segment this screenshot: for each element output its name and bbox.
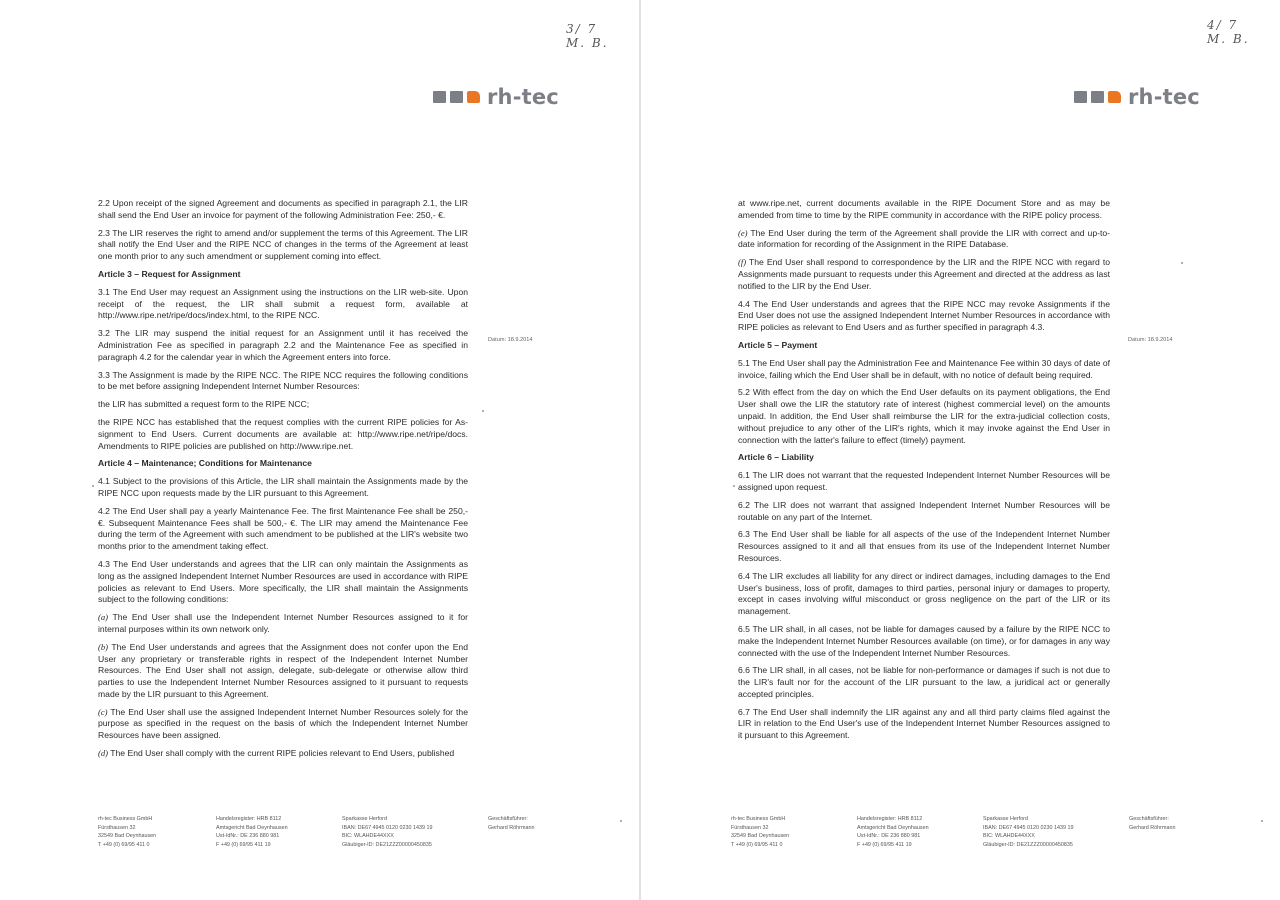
logo-square-icon: [1074, 91, 1087, 103]
scan-speck: [733, 485, 735, 487]
article-heading: Article 6 – Liability: [738, 452, 814, 463]
paragraph: 6.2 The LIR does not warrant that assigned Independent Internet Number Resources will be routable on any part of the Internet.: [738, 499, 1110, 522]
rh-tec-logo: [433, 86, 559, 108]
paragraph: 4.3 The End User understands and agrees that the LIR can only maintain the Assignments as long as the assigned Independent Internet Number Resources are used in accordance with RIPE policies as relevant to End Users. More specifically, the LIR shall maintain the Assignments subject to the following conditions:: [98, 558, 468, 605]
paragraph: 4.4 The End User understands and agrees that the RIPE NCC may revoke Assignments if the End User does not use the assigned Independent Internet Number Resources in accordance with RIPE policies as relevant to End Users and as further specified in paragraph 4.3.: [738, 298, 1110, 333]
paragraph: 6.1 The LIR does not warrant that the requested Independent Internet Number Resources will be assigned upon request.: [738, 470, 1110, 492]
paragraph: the RIPE NCC has established that the request complies with the current RIPE policies for As-signment to End Users. Current documents are available at: http://www.ripe.net/ripe/docs. Amendments to RIPE policies are published on http://www.ripe.net.: [98, 416, 468, 451]
paragraph: 4.1 Subject to the provisions of this Article, the LIR shall maintain the Assignments made by the RIPE NCC upon requests made by the LIR pursuant to this Agreement.: [98, 476, 468, 498]
paragraph: 4.2 The End User shall pay a yearly Maintenance Fee. The first Maintenance Fee shall be 250,- €. Subsequent Maintenance Fees shall be 500,- €. The LIR may amend the Maintenance Fee during the term of the Agreement with such amendment to be published at the LIR's website two months prior to the amendment taking effect.: [98, 505, 468, 552]
rh-tec-logo: [1074, 86, 1200, 108]
list-item: (f) The End User shall respond to correspondence by the LIR and the RIPE NCC with regard to Assignments made pursuant to requests under this Agreement and directed at the address as last notified to the LIR by the End User.: [738, 257, 1111, 291]
paragraph: 3.2 The LIR may suspend the initial request for an Assignment until it has received the Administration Fee as specified in paragraph 2.2 and the Maintenance Fee as specified in paragraph 4.2 for the calendar year in which the Agreement enters into force.: [98, 328, 468, 362]
paragraph: 2.2 Upon receipt of the signed Agreement and documents as specified in paragraph 2.1, the LIR shall send the End User an invoice for payment of the following Administration Fee: 250,- €.: [98, 198, 468, 220]
paragraph: 6.5 The LIR shall, in all cases, not be liable for damages caused by a failure by the RIPE NCC to make the Independent Internet Number Resources available (on time), or for damages in any way connected with the use of the Independent Internet Number Resources.: [738, 623, 1110, 658]
paragraph: 3.3 The Assignment is made by the RIPE NCC. The RIPE NCC requires the following conditions to be met before assigning Independent Internet Number Resources:: [98, 369, 468, 392]
scan-speck: [620, 820, 622, 822]
document-page-3: [0, 0, 639, 900]
logo-square-icon: [1091, 91, 1104, 103]
article-heading: Article 3 – Request for Assignment: [98, 268, 241, 279]
register-info: Handelsregister: HRB 8112 Amtsgericht Bad Oeynhausen Ust-IdNr.: DE 236 880 981 F +49 (0) 69/95 411 19: [216, 816, 288, 848]
list-item: (b) The End User understands and agrees that the Assignment does not confer upon the End User any proprietary or transferable rights in respect of the Independent Internet Number Resources. The End User shall not assign, delegate, sub-delegate or otherwise allow third parties to use the Independent Internet Number Resources assigned to it pursuant to requests made by the LIR pursuant to this Agreement.: [98, 641, 468, 699]
paragraph: the LIR has submitted a request form to the RIPE NCC;: [98, 399, 310, 410]
list-item: (c) The End User shall use the assigned Independent Internet Number Resources solely for the purpose as specified in the request on the basis of which the Independent Internet Number Resources have been assigned.: [98, 706, 468, 741]
paragraph: 5.1 The End User shall pay the Administration Fee and Maintenance Fee within 30 days of date of invoice, failing which the End User shall be in default, with no notice of default being required.: [738, 357, 1110, 380]
agreement-body: [98, 198, 468, 766]
scan-speck: [1181, 262, 1183, 264]
register-info: Handelsregister: HRB 8112 Amtsgericht Bad Oeynhausen Ust-IdNr.: DE 236 880 981 F +49 (0) 69/95 411 19: [857, 816, 929, 848]
logo-leaf-icon: [1108, 91, 1121, 103]
list-marker: (f): [738, 257, 747, 268]
paragraph: 6.4 The LIR excludes all liability for any direct or indirect damages, including damages to the End User's business, loss of profit, damages to third parties, personal injury or damages to property, except in cases involving wilful misconduct or gross negligence on the part of the LIR or its management.: [738, 570, 1110, 617]
management-info: Geschäftsführer: Gerhard Röhrmann: [488, 816, 535, 831]
logo-text: rh-tec: [1128, 85, 1200, 109]
list-marker: (b): [98, 641, 109, 652]
document-page-4: [641, 0, 1280, 900]
paragraph: 3.1 The End User may request an Assignment using the instructions on the LIR web-site. Upon receipt of the request, the LIR shall submit a request form, available at http://www.ripe.net/ripe/docs/index.html, to the RIPE NCC.: [98, 286, 468, 321]
list-item: (a) The End User shall use the Independent Internet Number Resources assigned to it for internal purposes within its own network only.: [98, 612, 469, 634]
datum-label: Datum: 18.9.2014: [488, 337, 533, 343]
paragraph: 2.3 The LIR reserves the right to amend and/or supplement the terms of this Agreement. The LIR shall notify the End User and the RIPE NCC of changes in the terms of the Agreement at least one month prior to any such amendment or supplement coming into effect.: [98, 227, 468, 262]
scan-speck: [1261, 820, 1263, 822]
agreement-body: [738, 198, 1110, 748]
company-address: rh-tec Business GmbH Fürsthausen 32 32549 Bad Oeynhausen T +49 (0) 69/95 411 0: [98, 816, 157, 848]
list-marker: (a): [98, 612, 109, 623]
list-item: (e) The End User during the term of the Agreement shall provide the LIR with correct and up-to-date information for recording of the Assignment in the RIPE Database.: [738, 227, 1110, 250]
article-heading: Article 4 – Maintenance; Conditions for Maintenance: [98, 458, 312, 469]
company-address: rh-tec Business GmbH Fürsthausen 32 32549 Bad Oeynhausen T +49 (0) 69/95 411 0: [731, 816, 790, 848]
paragraph: 5.2 With effect from the day on which the End User defaults on its payment obligations, the End User shall owe the LIR the statutory rate of interest (highest commercial level) on the amounts unpaid. In addition, the End User shall reimburse the LIR for the extra-judicial collection costs, without prejudice to any other of the LIR's rights, which it may invoke against the End User in connection with the latter's failure to effect (timely) payment.: [738, 387, 1110, 445]
list-marker: (e): [738, 227, 748, 238]
paragraph: 6.6 The LIR shall, in all cases, not be liable for non-performance or damages if such is not due to the LIR's fault nor for the account of the LIR pursuant to the law, a juridical act or generally accepted principles.: [738, 665, 1110, 699]
paragraph: 6.3 The End User shall be liable for all aspects of the use of the Independent Internet Number Resources assigned to it and all that ensues from its use of the Independent Internet Number Resources.: [738, 529, 1110, 563]
paragraph: 6.7 The End User shall indemnify the LIR against any and all third party claims filed against the LIR in relation to the End User's use of the Independent Internet Number Resources assigned to it pursuant to this Agreement.: [738, 706, 1110, 741]
logo-text: rh-tec: [487, 85, 559, 109]
article-heading: Article 5 – Payment: [738, 339, 818, 350]
list-marker: (c): [98, 706, 108, 717]
management-info: Geschäftsführer: Gerhard Röhrmann: [1129, 816, 1176, 831]
handwritten-page-number: 4/ 7 M. B.: [1207, 18, 1250, 46]
bank-info: Sparkasse Herford IBAN: DE67 4945 0120 0230 1439 19 BIC: WLAHDE44XXX Gläubiger-ID: DE21ZZZ00000450835: [983, 816, 1074, 848]
paragraph: at www.ripe.net, current documents available in the RIPE Document Store and as may be amended from time to time by the RIPE community in accordance with the RIPE policy process.: [738, 198, 1110, 220]
datum-label: Datum: 18.9.2014: [1128, 337, 1173, 343]
logo-square-icon: [450, 91, 463, 103]
logo-leaf-icon: [467, 91, 480, 103]
list-marker: (d): [98, 748, 109, 759]
logo-square-icon: [433, 91, 446, 103]
scan-speck: [482, 410, 484, 412]
bank-info: Sparkasse Herford IBAN: DE67 4945 0120 0230 1439 19 BIC: WLAHDE44XXX Gläubiger-ID: DE21ZZZ00000450835: [342, 816, 433, 848]
list-item: (d) The End User shall comply with the current RIPE policies relevant to End Users, published: [98, 748, 455, 759]
scan-speck: [92, 485, 94, 487]
handwritten-page-number: 3/ 7 M. B.: [566, 22, 609, 50]
